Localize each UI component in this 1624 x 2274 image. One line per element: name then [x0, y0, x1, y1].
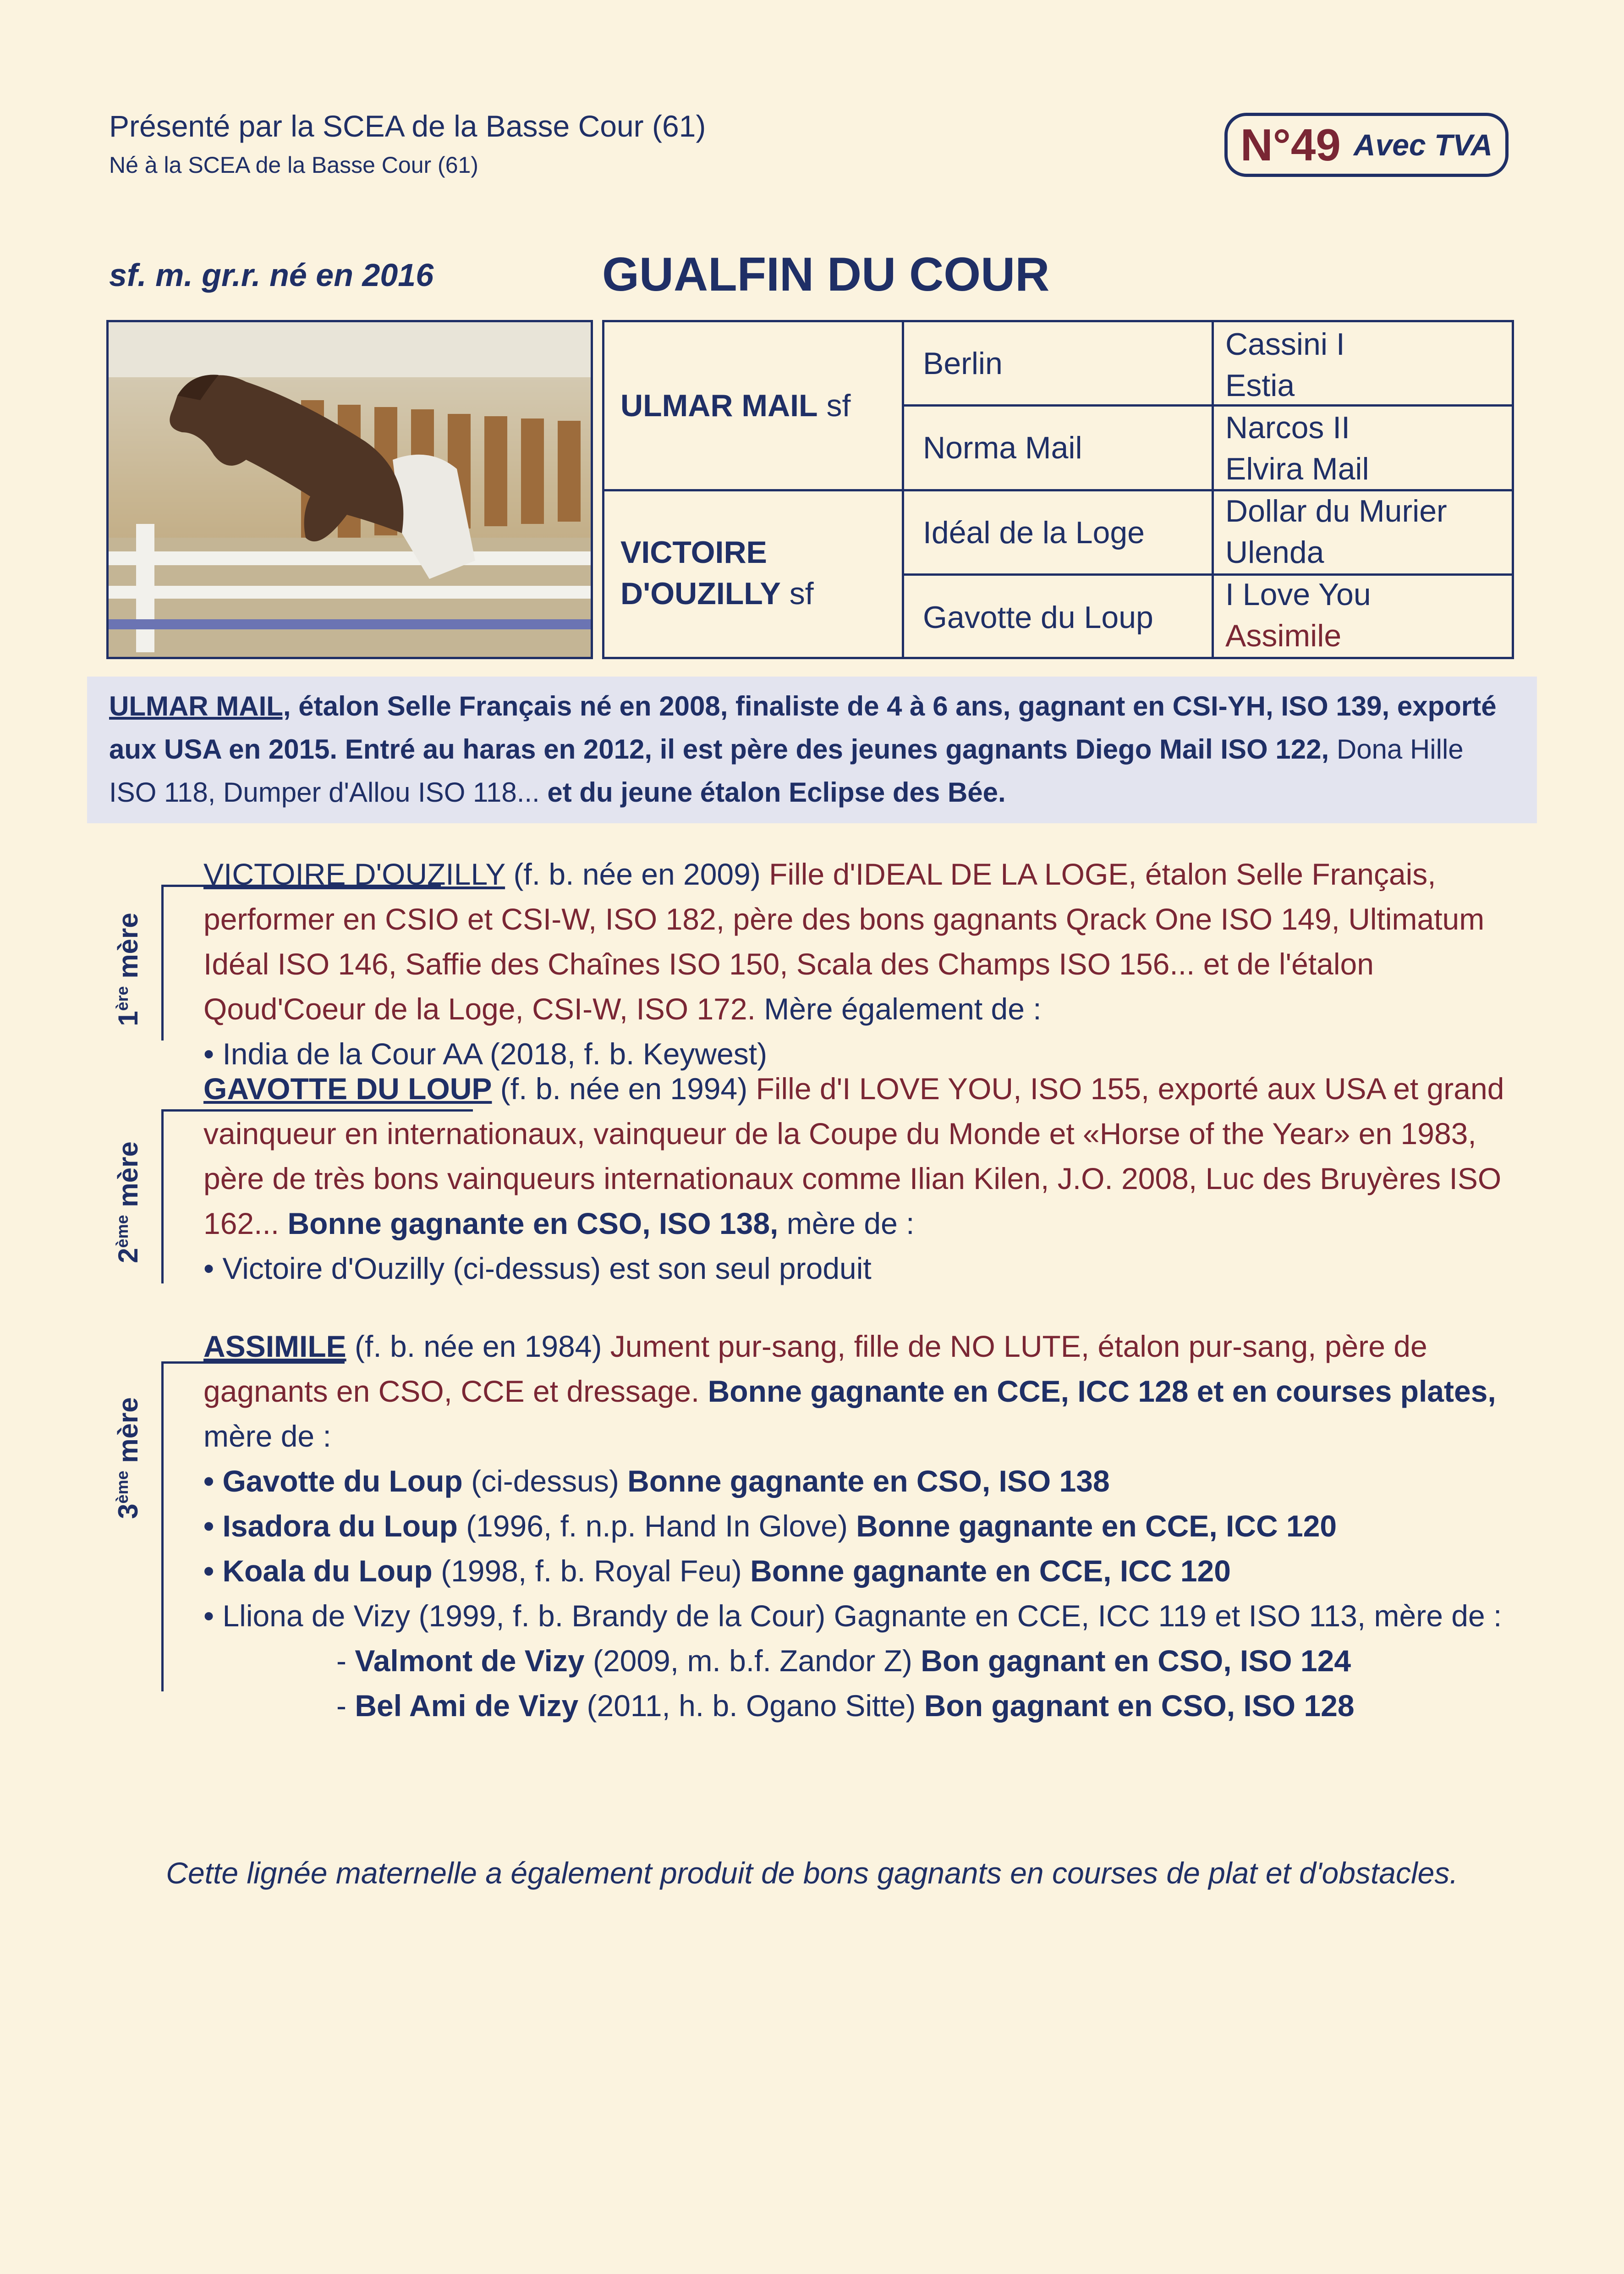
dam-name: VICTOIRE D'OUZILLY sf	[620, 535, 814, 611]
dam-sire-name: Idéal de la Loge	[923, 515, 1145, 550]
mother-2-paragraph: GAVOTTE DU LOUP (f. b. née en 1994) Fille d'I LOVE YOU, ISO 155, exporté aux USA et grand vainqueur en internationaux, vainqueur de la Coupe du Monde et «Horse of the Year» en 1983, père de très bons vainqueurs internationaux comme Ilian Kilen, J.O. 2008, Luc des Bruyères ISO 162... Bonne gagnante en CSO, ISO 138, mère de : • Victoire d'Ouzilly (ci-dessus) est son seul produit	[203, 1066, 1519, 1291]
list-item: • India de la Cour AA (2018, f. b. Keywest)	[203, 1037, 768, 1071]
ggp-name: Cassini I	[1225, 327, 1345, 362]
list-item: • Koala du Loup (1998, f. b. Royal Feu) Bonne gagnante en CCE, ICC 120	[203, 1554, 1231, 1588]
presenter-text: Présenté par la SCEA de la Basse Cour (61)	[109, 109, 706, 143]
lot-number: N°49	[1240, 119, 1341, 170]
ggp-name: Ulenda	[1225, 535, 1324, 570]
mother-1-name: VICTOIRE D'OUZILLY	[203, 857, 505, 891]
ggp-name: Elvira Mail	[1225, 451, 1369, 486]
list-item: • Gavotte du Loup (ci-dessus) Bonne gagnante en CSO, ISO 138	[203, 1464, 1110, 1498]
mother-label-1: 1ère mère	[113, 913, 143, 1026]
horse-photo	[106, 320, 593, 659]
ggp-name: Assimile	[1225, 618, 1342, 653]
list-item: • Isadora du Loup (1996, f. n.p. Hand In Glove) Bonne gagnante en CCE, ICC 120	[203, 1509, 1337, 1543]
list-item: • Lliona de Vizy (1999, f. b. Brandy de la Cour) Gagnante en CCE, ICC 119 et ISO 113, mère de :	[203, 1599, 1502, 1633]
mother-bracket-rail	[161, 885, 164, 1041]
mother-1-paragraph: VICTOIRE D'OUZILLY (f. b. née en 2009) Fille d'IDEAL DE LA LOGE, étalon Selle Français, performer en CSIO et CSI-W, ISO 182, père des bons gagnants Qrack One ISO 149, Ultimatum Idéal ISO 146, Saffie des Chaînes ISO 150, Scala des Champs ISO 156... et de l'étalon Qoud'Coeur de la Loge, CSI-W, ISO 172. Mère également de : • India de la Cour AA (2018, f. b. Keywest)	[203, 852, 1519, 1076]
horse-description: sf. m. gr.r. né en 2016	[109, 257, 434, 293]
ggp-name: Narcos II	[1225, 410, 1350, 445]
mother-label-3: 3ème mère	[113, 1397, 143, 1519]
sire-info-text: ULMAR MAIL, étalon Selle Français né en 2008, finaliste de 4 à 6 ans, gagnant en CSI-YH, ISO 139, exporté aux USA en 2015. Entré au haras en 2012, il est père des jeunes gagnants Diego Mail ISO 122, Dona Hille ISO 118, Dumper d'Allou ISO 118... et du jeune étalon Eclipse des Bée.	[109, 691, 1497, 808]
sire-dam-name: Norma Mail	[923, 430, 1082, 465]
footer-note: Cette lignée maternelle a également produit de bons gagnants en courses de plat et d'obstacles.	[166, 1856, 1458, 1890]
sire-name: ULMAR MAIL sf	[620, 388, 851, 423]
mother-3-paragraph: ASSIMILE (f. b. née en 1984) Jument pur-sang, fille de NO LUTE, étalon pur-sang, père de gagnants en CSO, CCE et dressage. Bonne gagnante en CCE, ICC 128 et en courses plates, mère de : • Gavotte du Loup (ci-dessus) Bonne gagnante en CSO, ISO 138 • Isadora du Loup (1996, f. n.p. Hand In Glove) Bonne gagnante en CCE, ICC 120 • Koala du Loup (1998, f. b. Royal Feu) Bonne gagnante en CCE, ICC 120 • Lliona de Vizy (1999, f. b. Brandy de la Cour) Gagnante en CCE, ICC 119 et ISO 113, mère de : - Valmont de Vizy (2009, m. b.f. Zandor Z) Bon gagnant en CSO, ISO 124 - Bel Ami de Vizy (2011, h. b. Ogano Sitte) Bon gagnant en CSO, ISO 128	[203, 1324, 1519, 1728]
horse-name: GUALFIN DU COUR	[602, 248, 1050, 301]
lot-vat-label: Avec TVA	[1353, 128, 1493, 162]
dam-dam-name: Gavotte du Loup	[923, 600, 1153, 635]
mother-label-2: 2ème mère	[113, 1141, 143, 1263]
mother-3-name: ASSIMILE	[203, 1329, 346, 1363]
mother-2-name: GAVOTTE DU LOUP	[203, 1072, 492, 1106]
born-at-text: Né à la SCEA de la Basse Cour (61)	[109, 152, 478, 178]
list-item: • Victoire d'Ouzilly (ci-dessus) est son seul produit	[203, 1251, 872, 1285]
mother-bracket-rail	[161, 1361, 164, 1691]
ggp-name: I Love You	[1225, 577, 1371, 612]
ggp-name: Dollar du Murier	[1225, 494, 1447, 529]
list-item: - Bel Ami de Vizy (2011, h. b. Ogano Sitte) Bon gagnant en CSO, ISO 128	[336, 1689, 1355, 1723]
lot-badge	[1224, 113, 1509, 177]
sire-sire-name: Berlin	[923, 346, 1003, 381]
mother-bracket-rail	[161, 1109, 164, 1283]
list-item: - Valmont de Vizy (2009, m. b.f. Zandor Z) Bon gagnant en CSO, ISO 124	[336, 1644, 1351, 1678]
ggp-name: Estia	[1225, 368, 1295, 403]
